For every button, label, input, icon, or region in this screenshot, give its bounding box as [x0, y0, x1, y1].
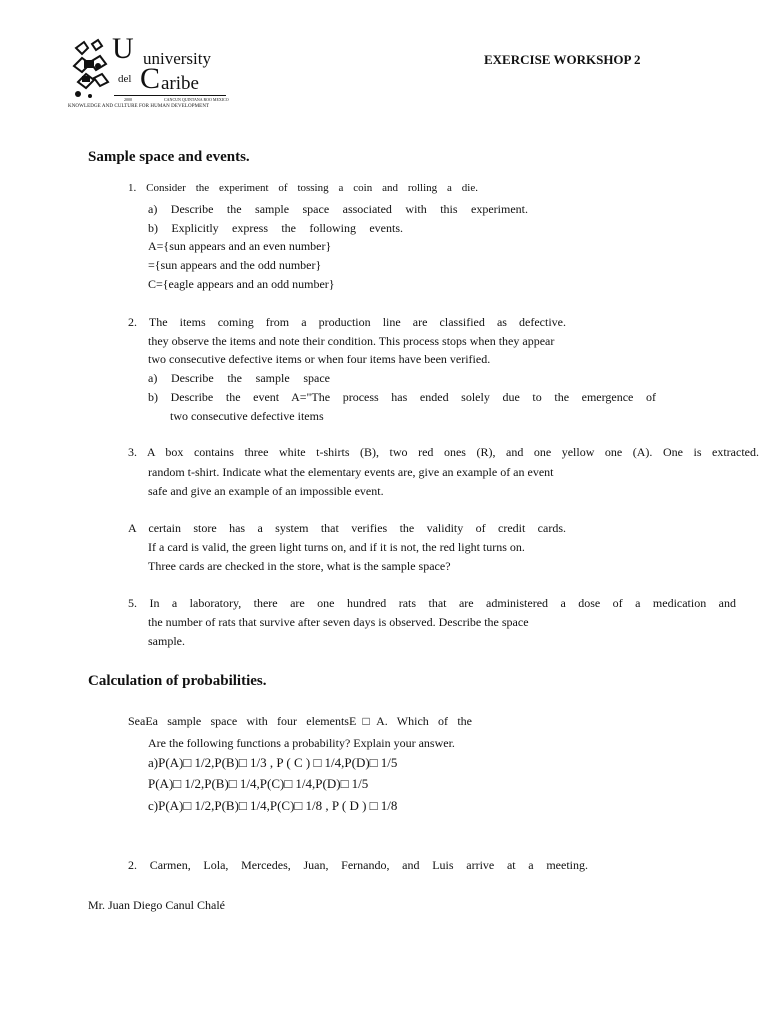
exercise-line: a) Describe the sample space — [148, 371, 330, 385]
logo-year: 2000 — [124, 97, 132, 102]
mayan-glyph-icon — [68, 38, 112, 102]
exercise-line: two consecutive defective items — [170, 409, 324, 423]
section-heading-probabilities: Calculation of probabilities. — [88, 673, 267, 689]
page-title: EXERCISE WORKSHOP 2 — [484, 52, 641, 67]
exercise-line: If a card is valid, the green light turns on, and if it is not, the red light turns on. — [148, 540, 525, 554]
exercise-line: sample. — [148, 634, 185, 648]
exercise-line: 3. A box contains three white t-shirts (B), two red ones (R), and one yellow one (A). One is extracted. — [128, 445, 759, 459]
exercise-line: SeaEa sample space with four elementsE□A. Which of the — [128, 714, 472, 728]
formula-line: c)P(A)□ 1/2,P(B)□ 1/4,P(C)□ 1/8 , P ( D ) □ 1/8 — [148, 798, 398, 813]
exercise-line: ={sun appears and the odd number} — [148, 258, 322, 272]
exercise-line: C={eagle appears and an odd number} — [148, 277, 335, 291]
exercise-line: A={sun appears and an even number} — [148, 239, 332, 253]
formula-line: P(A)□ 1/2,P(B)□ 1/4,P(C)□ 1/4,P(D)□ 1/5 — [148, 776, 369, 791]
formula-line: a)P(A)□ 1/2,P(B)□ 1/3 , P ( C ) □ 1/4,P(D)□ 1/5 — [148, 755, 398, 770]
exercise-line: safe and give an example of an impossible event. — [148, 484, 384, 498]
logo-word-university: university — [143, 49, 211, 68]
exercise-line: two consecutive defective items or when four items have been verified. — [148, 352, 491, 366]
author-footer: Mr. Juan Diego Canul Chalé — [88, 898, 225, 912]
exercise-line: A certain store has a system that verifies the validity of credit cards. — [128, 521, 566, 535]
exercise-line: they observe the items and note their condition. This process stops when they appear — [148, 334, 555, 348]
logo-word-caribe: aribe — [161, 73, 199, 94]
exercise-line: the number of rats that survive after seven days is observed. Describe the space — [148, 615, 529, 629]
exercise-line: b) Explicitly express the following events. — [148, 221, 403, 235]
exercise-line: b) Describe the event A="The process has ended solely due to the emergence of — [148, 390, 656, 404]
exercise-line: 5. In a laboratory, there are one hundred rats that are administered a dose of a medication and — [128, 596, 736, 610]
university-logo — [68, 32, 238, 114]
exercise-line: Three cards are checked in the store, what is the sample space? — [148, 559, 451, 573]
exercise-line: Are the following functions a probability? Explain your answer. — [148, 736, 455, 750]
university-motto: KNOWLEDGE AND CULTURE FOR HUMAN DEVELOPMENT — [68, 104, 210, 109]
logo-letter-c: C — [140, 62, 161, 95]
exercise-line: 2. The items coming from a production line are classified as defective. — [128, 315, 566, 329]
logo-word-del: del — [118, 73, 132, 85]
exercise-line: 2. Carmen, Lola, Mercedes, Juan, Fernando, and Luis arrive at a meeting. — [128, 858, 588, 872]
exercise-line: 1. Consider the experiment of tossing a coin and rolling a die. — [128, 182, 478, 194]
exercise-line: random t-shirt. Indicate what the elementary events are, give an example of an event — [148, 465, 554, 479]
logo-underline — [114, 95, 226, 96]
section-heading-sample-space: Sample space and events. — [88, 149, 250, 165]
logo-letter-u: U — [112, 32, 134, 65]
logo-place: CANCUN QUINTANA ROO MEXICO — [164, 97, 229, 102]
exercise-line: a) Describe the sample space associated with this experiment. — [148, 202, 528, 216]
